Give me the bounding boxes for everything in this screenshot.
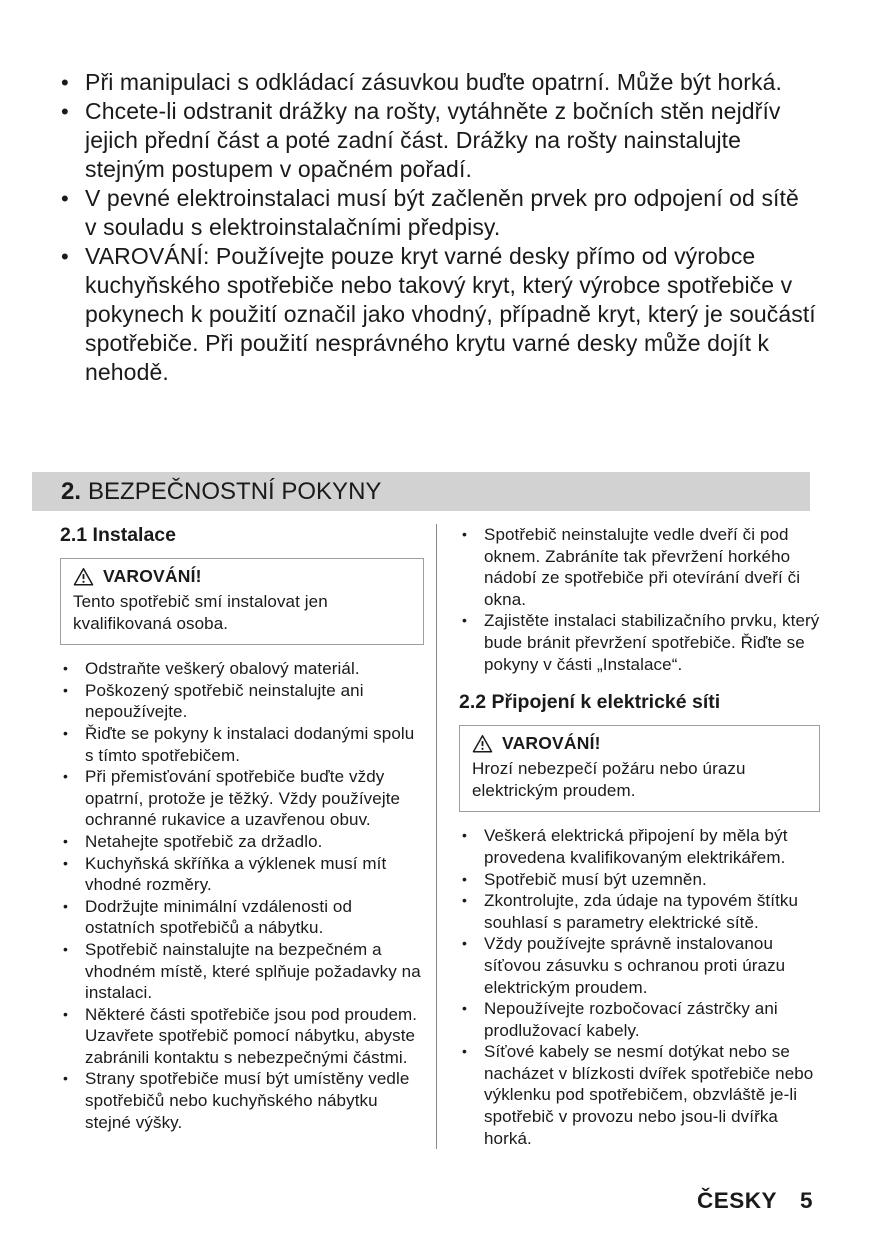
intro-section (60, 68, 816, 387)
list-item: • Zajistěte instalaci stabilizačního prvku, který bude bránit převržení spotřebiče. Řiďte se pokyny v části „Instalace“. (459, 610, 820, 675)
list-item: • Veškerá elektrická připojení by měla být provedena kvalifikovaným elektrikářem. (459, 825, 820, 868)
two-column-layout (60, 524, 820, 1149)
list-item: • VAROVÁNÍ: Používejte pouze kryt varné desky přímo od výrobce kuchyňského spotřebiče nebo takový kryt, který výrobce spotřebiče v pokynech k použití označil jako vhodný, případně kryt, který je součástí spotřebiče. Při použití nesprávného krytu varné desky může dojít k nehodě. (60, 242, 816, 387)
list-item: • Dodržujte minimální vzdálenosti od ostatních spotřebičů a nábytku. (60, 896, 424, 939)
column-right (437, 524, 820, 1149)
installation-bullet-list (60, 658, 424, 1133)
warning-title-row (73, 566, 413, 587)
list-item: • Některé části spotřebiče jsou pod proudem. Uzavřete spotřebič pomocí nábytku, abyste zabránili kontaktu s nebezpečnými částmi. (60, 1004, 424, 1069)
electrical-bullet-list (459, 825, 820, 1149)
warning-text: Tento spotřebič smí instalovat jen kvalifikovaná osoba. (73, 592, 328, 633)
installation-bullet-list-continued (459, 524, 820, 675)
warning-title: VAROVÁNÍ! (502, 733, 601, 754)
footer-page-number: 5 (799, 1188, 813, 1213)
list-item: • Kuchyňská skříňka a výklenek musí mít vhodné rozměry. (60, 853, 424, 896)
list-item: • Nepoužívejte rozbočovací zástrčky ani prodlužovací kabely. (459, 998, 820, 1041)
list-item: • Chcete-li odstranit drážky na rošty, vytáhněte z bočních stěn nejdřív jejich přední část a poté zadní část. Drážky na rošty nainstalujte stejným postupem v opačném pořadí. (60, 97, 816, 184)
list-item: • Spotřebič nainstalujte na bezpečném a vhodném místě, které splňuje požadavky na instalaci. (60, 939, 424, 1004)
section-title: BEZPEČNOSTNÍ POKYNY (88, 477, 382, 505)
subsection-heading-electrical-connection: 2.2 Připojení k elektrické síti (459, 691, 721, 714)
warning-triangle-icon (73, 567, 94, 586)
list-item: • Spotřebič neinstalujte vedle dveří či pod oknem. Zabráníte tak převržení horkého nádobí ze spotřebiče při otevírání dveří či okna. (459, 524, 820, 610)
column-left (60, 524, 424, 1149)
warning-box-electrical (459, 725, 820, 812)
warning-text: Hrozí nebezpečí požáru nebo úrazu elektrickým proudem. (472, 759, 746, 800)
list-item: • Zkontrolujte, zda údaje na typovém štítku souhlasí s parametry elektrické sítě. (459, 890, 820, 933)
intro-list (60, 68, 816, 387)
list-item: • V pevné elektroinstalaci musí být začleněn prvek pro odpojení od sítě v souladu s elektroinstalačními předpisy. (60, 184, 816, 242)
list-item: • Spotřebič musí být uzemněn. (459, 869, 820, 891)
subsection-heading-installation: 2.1 Instalace (60, 524, 176, 546)
footer-language: ČESKY (696, 1188, 777, 1213)
warning-title-row (472, 733, 809, 754)
list-item: • Strany spotřebiče musí být umístěny vedle spotřebičů nebo kuchyňského nábytku stejné výšky. (60, 1068, 424, 1133)
list-item: • Při manipulaci s odkládací zásuvkou buďte opatrní. Může být horká. (60, 68, 816, 97)
warning-title: VAROVÁNÍ! (103, 566, 202, 586)
section-number: 2. (61, 477, 82, 505)
list-item: • Netahejte spotřebič za držadlo. (60, 831, 424, 853)
list-item: • Řiďte se pokyny k instalaci dodanými spolu s tímto spotřebičem. (60, 723, 424, 766)
section-header (32, 478, 381, 506)
warning-box-installation (60, 558, 424, 645)
section-header-bar (32, 472, 810, 511)
warning-triangle-icon (472, 734, 493, 753)
list-item: • Odstraňte veškerý obalový materiál. (60, 658, 424, 680)
list-item: • Poškozený spotřebič neinstalujte ani nepoužívejte. (60, 680, 424, 723)
list-item: • Síťové kabely se nesmí dotýkat nebo se nacházet v blízkosti dvířek spotřebiče nebo výklenku pod spotřebičem, obzvláště je-li spotřebič v provozu nebo jsou-li dvířka horká. (459, 1041, 820, 1149)
page-footer (697, 1188, 813, 1214)
list-item: • Při přemisťování spotřebiče buďte vždy opatrní, protože je těžký. Vždy používejte ochranné rukavice a uzavřenou obuv. (60, 766, 424, 831)
list-item: • Vždy používejte správně instalovanou síťovou zásuvku s ochranou proti úrazu elektrickým proudem. (459, 933, 820, 998)
